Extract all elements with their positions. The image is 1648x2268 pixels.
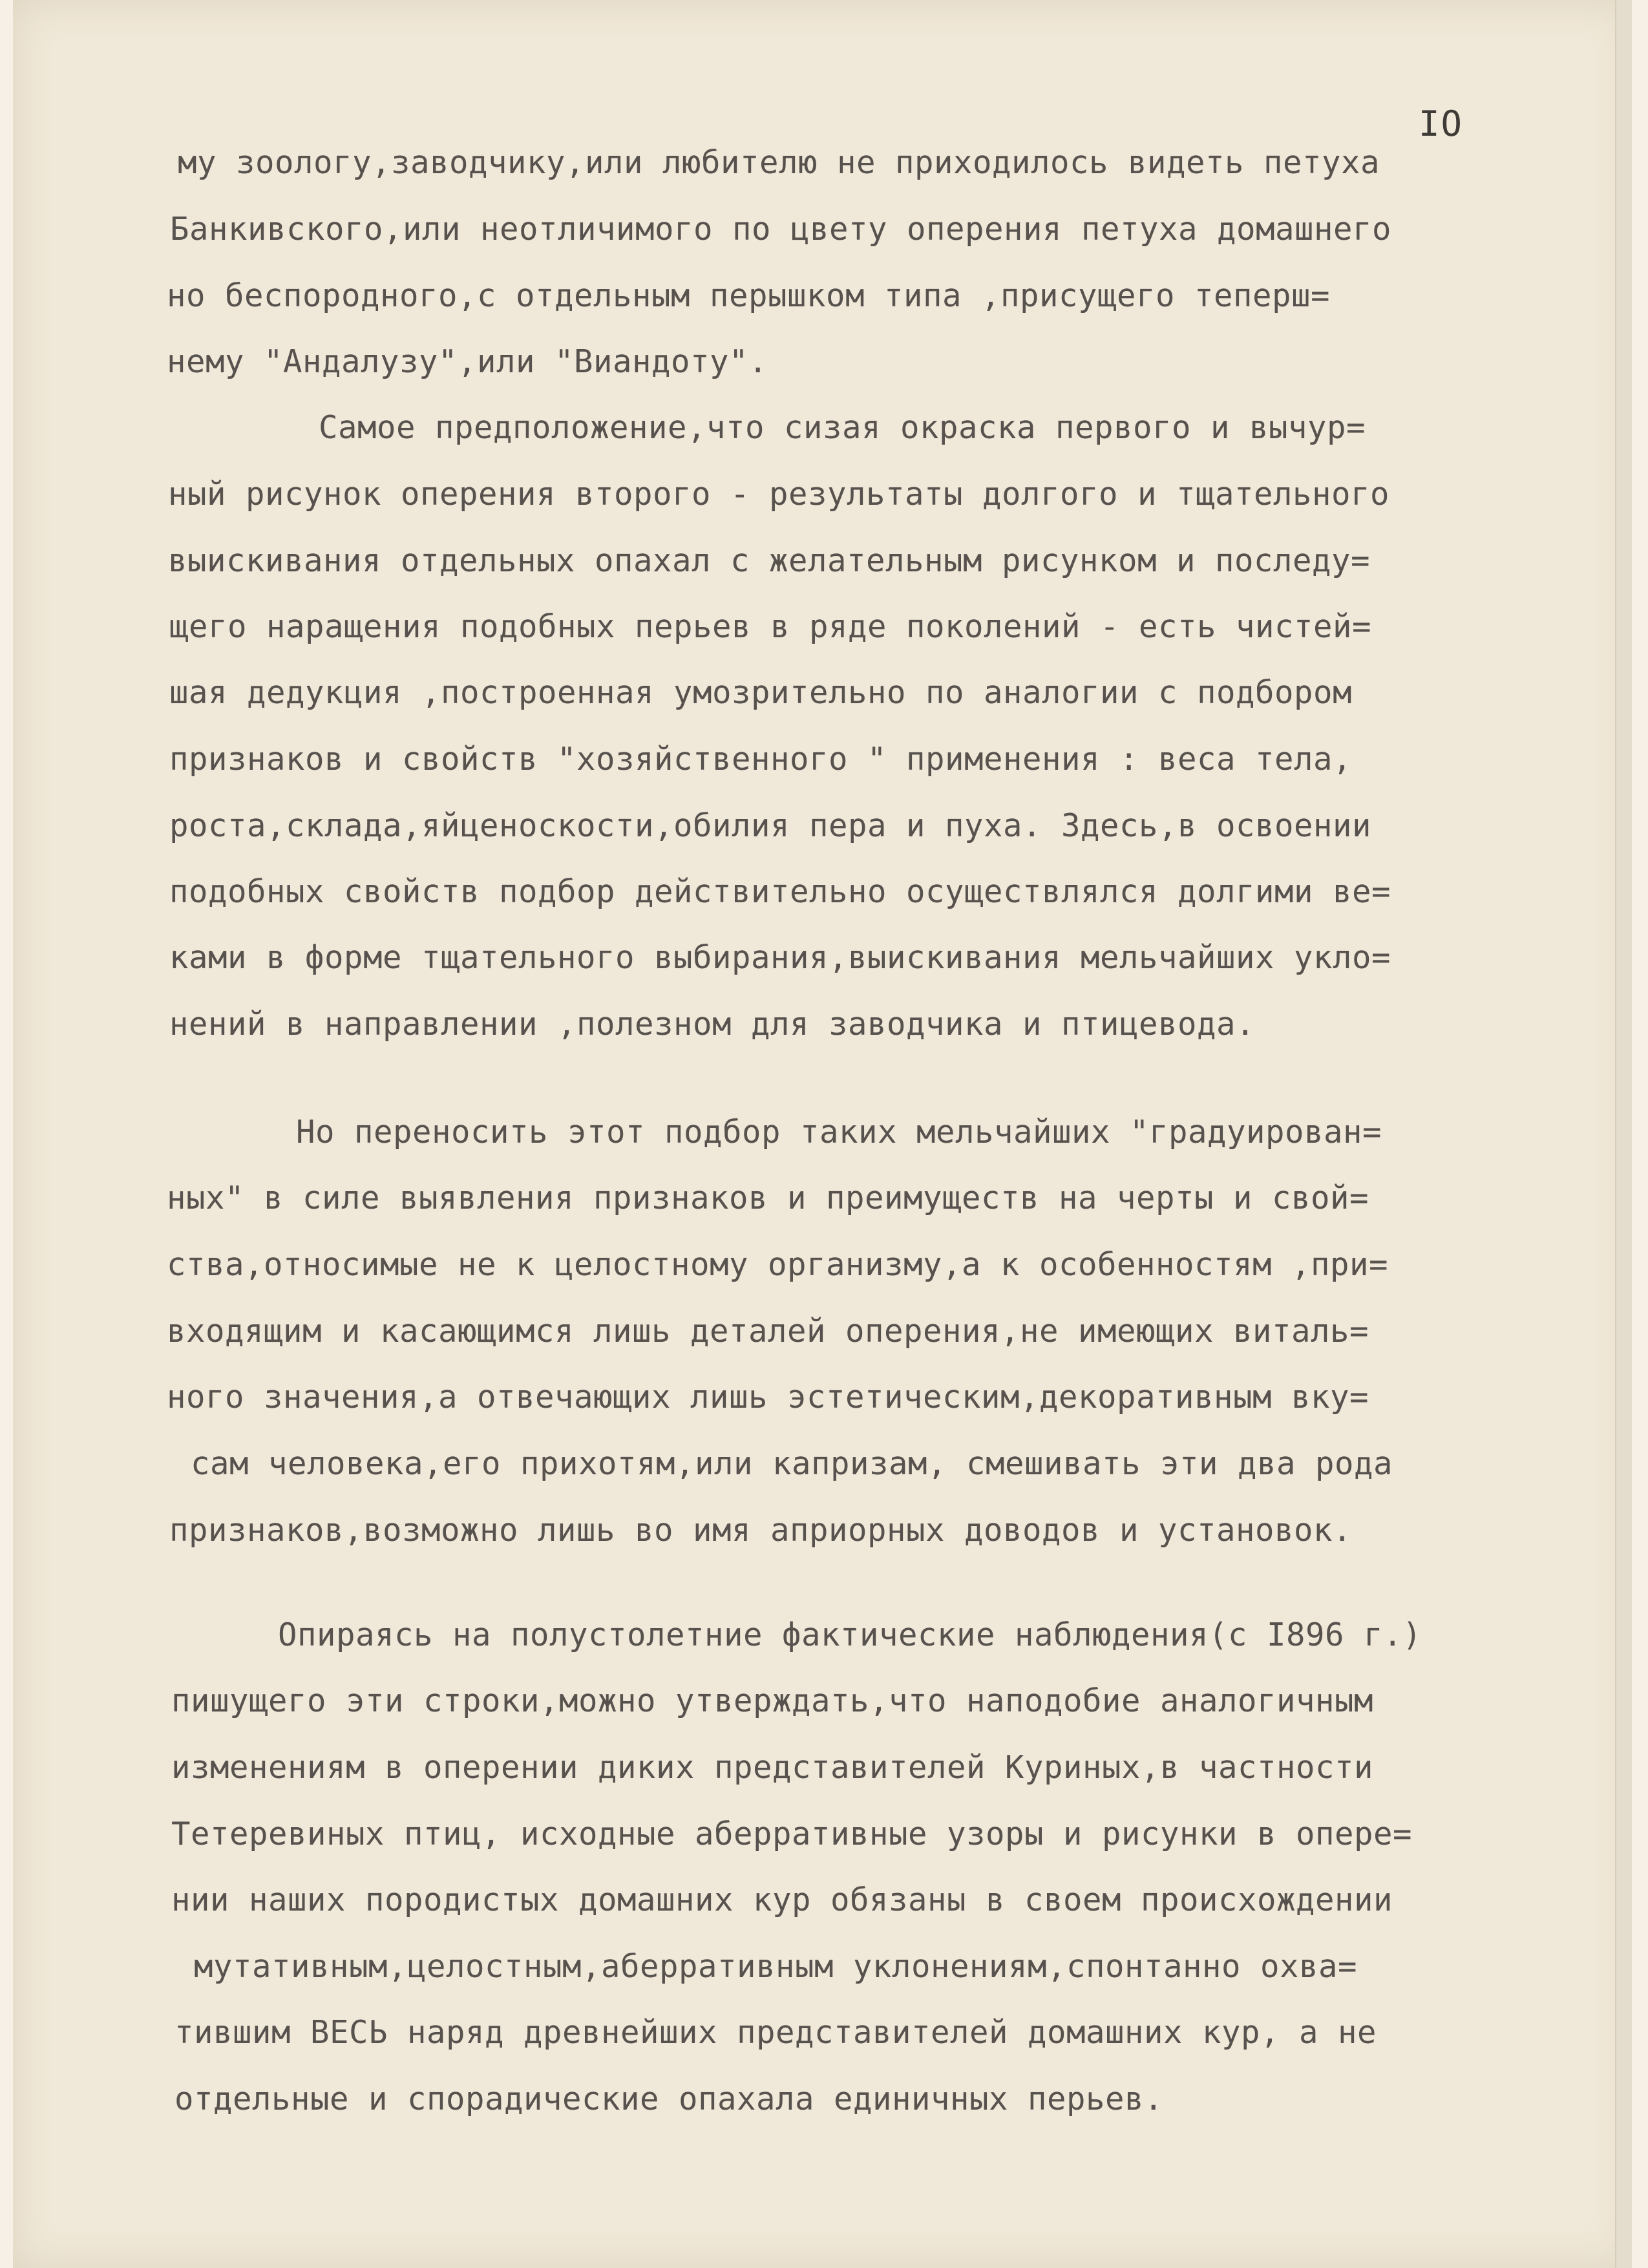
text-line: Опираясь на полустолетние фактические наблюдения(с I896 г.) [278,1616,1422,1653]
text-line: мутативным,целостным,аберративным уклонениям,спонтанно охва= [194,1948,1358,1985]
text-line: Тетеревиных птиц, исходные аберративные узоры и рисунки в опере= [171,1816,1413,1852]
text-line: признаков,возможно лишь во имя априорных доводов и установок. [169,1512,1353,1549]
text-line: ных" в силе выявления признаков и преимуществ на черты и свой= [167,1180,1369,1216]
page-number: IO [1419,103,1464,144]
text-line: изменениям в оперении диких представителей Куриных,в частности [171,1749,1374,1786]
text-line: тившим ВЕСЬ наряд древнейших представителей домашних кур, а не [174,2014,1377,2051]
text-line: щего наращения подобных перьев в ряде поколений - есть чистей= [169,608,1372,645]
text-line: признаков и свойств "хозяйственного " применения : веса тела, [169,741,1353,778]
text-line: Банкивского,или неотличимого по цвету оперения петуха домашнего [170,211,1392,248]
text-line: нений в направлении ,полезном для заводчика и птицевода. [169,1006,1256,1043]
text-line: ный рисунок оперения второго - результаты долгого и тщательного [168,476,1390,513]
text-line: ками в форме тщательного выбирания,выискивания мельчайших укло= [169,939,1391,976]
text-line: роста,склада,яйценоскости,обилия пера и пуха. Здесь,в освоении [169,807,1372,844]
text-line: му зоологу,заводчику,или любителю не приходилось видеть петуха [178,144,1380,181]
text-line: выискивания отдельных опахал с желательным рисунком и последу= [168,542,1371,579]
text-line: Самое предположение,что сизая окраска первого и вычур= [319,409,1366,446]
text-line: подобных свойств подбор действительно осуществлялся долгими ве= [169,873,1391,910]
text-line: Но переносить этот подбор таких мельчайших "градуирован= [296,1114,1382,1150]
text-line: пишущего эти строки,можно утверждать,что наподобие аналогичным [171,1682,1374,1719]
text-line: отдельные и спорадические опахала единичных перьев. [174,2081,1164,2117]
text-line: нии наших породистых домашних кур обязаны в своем происхождении [171,1881,1393,1918]
text-line: ного значения,а отвечающих лишь эстетическим,декоративным вку= [167,1379,1369,1415]
paper-edge [1615,0,1632,2268]
text-line: шая дедукция ,построенная умозрительно по аналогии с подбором [169,674,1353,711]
text-line: ства,относимые не к целостному организму,а к особенностям ,при= [167,1246,1389,1283]
text-line: но беспородного,с отдельным перышком типа ,присущего теперш= [167,277,1331,314]
text-line: входящим и касающимся лишь деталей оперения,не имеющих виталь= [167,1313,1369,1350]
text-line: нему "Андалузу",или "Виандоту". [167,343,768,380]
text-line: сам человека,его прихотям,или капризам, смешивать эти два рода [191,1445,1393,1482]
